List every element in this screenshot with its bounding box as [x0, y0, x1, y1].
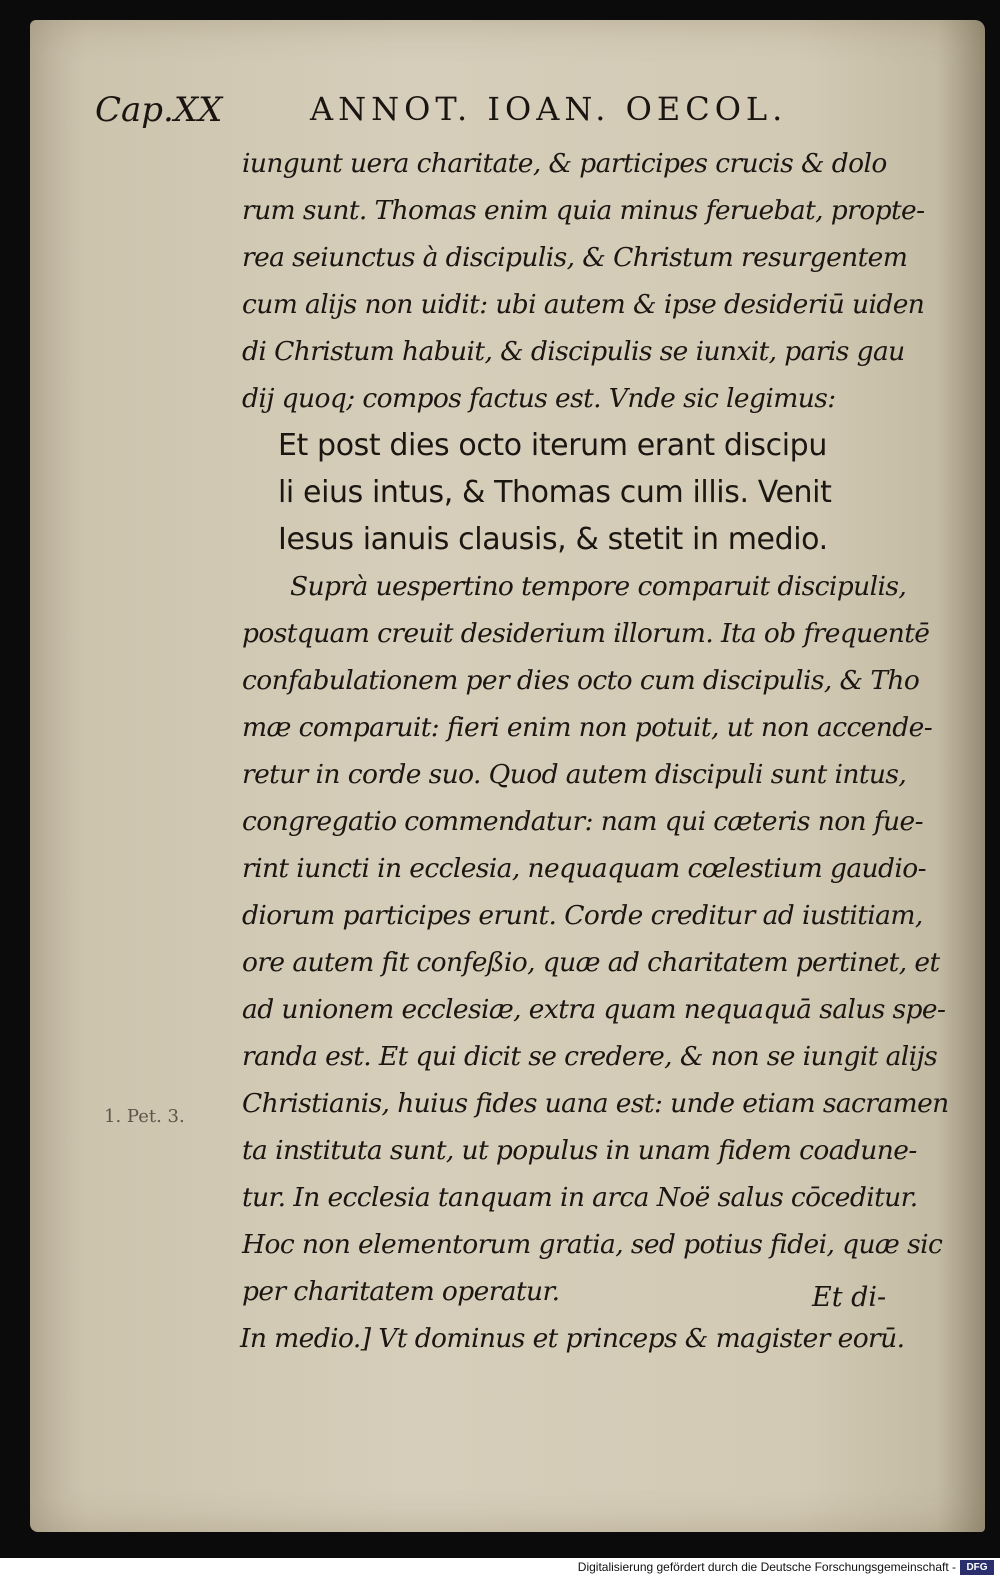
scripture-line: Iesus ianuis clausis, & stetit in medio.	[278, 522, 828, 557]
comment-line: rint iuncti in ecclesia, nequaquam cœlestium gaudio-	[242, 853, 926, 884]
comment-line: retur in corde suo. Quod autem discipuli sunt intus,	[242, 759, 907, 790]
dfg-logo: DFG	[960, 1560, 994, 1575]
comment-line: randa est. Et qui dicit se credere, & non se iungit alijs	[242, 1041, 938, 1072]
running-head	[95, 90, 855, 140]
comment-line: congregatio commendatur: nam qui cæteris non fue-	[242, 806, 923, 837]
text-line: rum sunt. Thomas enim quia minus feruebat, propte-	[242, 195, 925, 226]
text-line: iungunt uera charitate, & participes crucis & dolo	[242, 148, 887, 179]
comment-line: mæ comparuit: fieri enim non potuit, ut non accende-	[242, 712, 933, 743]
comment-line: confabulationem per dies octo cum discipulis, & Tho	[242, 665, 920, 696]
text-line: rea seiunctus à discipulis, & Christum resurgentem	[242, 242, 908, 273]
chapter-label: Cap.XX	[95, 90, 223, 130]
text-line: cum alijs non uidit: ubi autem & ipse desideriū uiden	[242, 289, 925, 320]
running-title: ANNOT. IOAN. OECOL.	[310, 90, 788, 128]
comment-line: ta instituta sunt, ut populus in unam fidem coadune-	[242, 1135, 917, 1166]
comment-line: per charitatem operatur.	[242, 1276, 560, 1307]
comment-line: Suprà uespertino tempore comparuit discipulis,	[290, 571, 907, 602]
comment-line: ore autem fit confeßio, quæ ad charitatem pertinet, et	[242, 947, 940, 978]
comment-line: tur. In ecclesia tanquam in arca Noë salus cōceditur.	[242, 1182, 918, 1213]
text-line: dij quoq; compos factus est. Vnde sic legimus:	[242, 383, 836, 414]
text-line: di Christum habuit, & discipulis se iunxit, paris gau	[242, 336, 905, 367]
funding-credit: Digitalisierung gefördert durch die Deutsche Forschungsgemeinschaft -	[577, 1560, 956, 1574]
comment-line: Hoc non elementorum gratia, sed potius fidei, quæ sic	[242, 1229, 943, 1260]
text-block	[240, 140, 949, 1362]
scripture-line: Et post dies octo iterum erant discipu	[278, 428, 827, 463]
comment-line: postquam creuit desiderium illorum. Ita ob frequentē	[242, 618, 930, 649]
comment-line: diorum participes erunt. Corde creditur ad iustitiam,	[242, 900, 923, 931]
catchword: Et di-	[812, 1282, 887, 1313]
marginal-reference: 1. Pet. 3.	[104, 1106, 185, 1127]
scripture-line: li eius intus, & Thomas cum illis. Venit	[278, 475, 832, 510]
comment-line: Christianis, huius fides uana est: unde etiam sacramen	[242, 1088, 949, 1119]
lemma-line: In medio.] Vt dominus et princeps & magister eorū.	[240, 1323, 905, 1354]
comment-line: ad unionem ecclesiæ, extra quam nequaquā salus spe-	[242, 994, 946, 1025]
